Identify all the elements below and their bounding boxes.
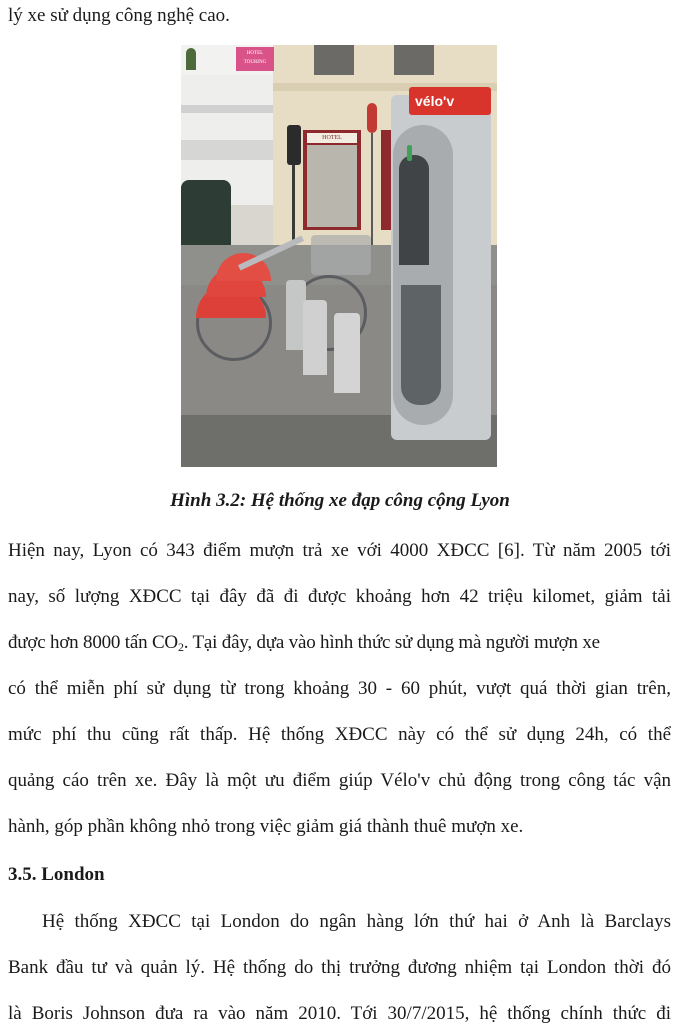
traffic-light bbox=[287, 125, 301, 165]
velov-kiosk-header: vélo'v bbox=[409, 87, 491, 115]
paragraph-line: Hiện nay, Lyon có 343 điểm mượn trả xe với 4000 XĐCC [6]. Từ năm 2005 tới bbox=[8, 540, 671, 561]
sign-pole bbox=[371, 133, 373, 253]
figure-caption: Hình 3.2: Hệ thống xe đạp công cộng Lyon bbox=[170, 490, 510, 511]
white-building-window-band-2 bbox=[181, 140, 281, 160]
paragraph-line: Hệ thống XĐCC tại London do ngân hàng lớn thứ hai ở Anh là Barclays bbox=[42, 911, 671, 932]
subscript-2: 2 bbox=[177, 640, 184, 654]
paragraph-line: nay, số lượng XĐCC tại đây đã đi được khoảng hơn 42 triệu kilomet, giảm tải bbox=[8, 586, 671, 607]
text-fragment: được hơn 8000 tấn CO bbox=[8, 632, 178, 653]
upper-window-right bbox=[394, 45, 434, 75]
figure-photo-lyon-bike-station bbox=[181, 45, 497, 467]
paragraph-line: là Boris Johnson đưa ra vào năm 2010. Tới 30/7/2015, hệ thống chính thức đi bbox=[8, 1003, 671, 1024]
bike-baskets bbox=[311, 235, 371, 275]
section-heading-london: 3.5. London bbox=[8, 864, 105, 885]
paragraph-line: mức phí thu cũng rất thấp. Hệ thống XĐCC này có thể sử dụng 24h, có thể bbox=[8, 724, 671, 745]
velov-kiosk-screen bbox=[399, 155, 429, 265]
light-pole bbox=[292, 165, 295, 245]
hotel-sign-line-1: HOTEL bbox=[246, 51, 264, 56]
paragraph-line: hành, góp phần không nhỏ trong việc giảm giá thành thuê mượn xe. bbox=[8, 816, 524, 837]
line-intro: lý xe sử dụng công nghệ cao. bbox=[8, 5, 230, 26]
paragraph-line: quảng cáo trên xe. Đây là một ưu điểm giúp Vélo'v chủ động trong công tác vận bbox=[8, 770, 671, 791]
upper-window-left bbox=[314, 45, 354, 75]
text-fragment: . Tại đây, dựa vào hình thức sử dụng mà người mượn xe bbox=[183, 632, 600, 653]
velov-kiosk-lower bbox=[401, 285, 441, 405]
kiosk-status-lights bbox=[407, 145, 412, 161]
dock-bollard-2 bbox=[303, 300, 327, 375]
paragraph-line: Bank đầu tư và quản lý. Hệ thống do thị trưởng đương nhiệm tại London thời đó bbox=[8, 957, 671, 978]
hotel-facade-sign: HOTEL bbox=[307, 133, 357, 143]
no-entry-sign bbox=[367, 103, 377, 133]
dock-bollard-3 bbox=[334, 313, 360, 393]
hotel-touring-sign bbox=[236, 47, 274, 71]
white-building-window-band bbox=[181, 105, 281, 113]
paragraph-line: có thể miễn phí sử dụng từ trong khoảng 30 - 60 phút, vượt quá thời gian trên, bbox=[8, 678, 671, 699]
tree bbox=[186, 48, 196, 70]
hotel-sign-line-2: TOURING bbox=[243, 60, 267, 65]
paragraph-line bbox=[8, 631, 671, 655]
shop-window-glass bbox=[307, 145, 357, 227]
